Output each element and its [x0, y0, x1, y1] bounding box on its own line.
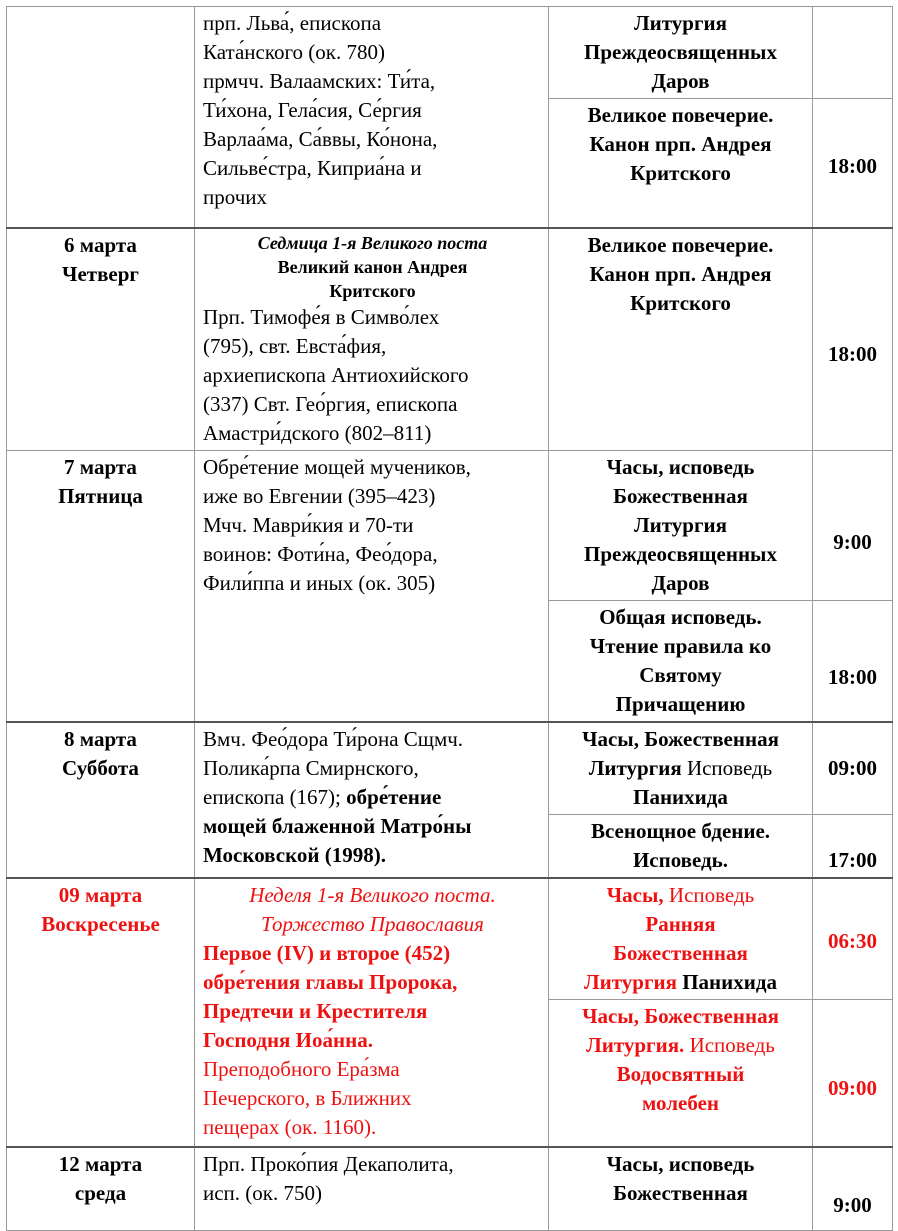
time-cell: 18:00: [813, 228, 893, 451]
service-cell: [549, 601, 813, 723]
feast-heading: Торжество Православия: [261, 912, 484, 936]
saint-bold-line: Первое (IV) и второе (452): [203, 941, 451, 965]
service-line: Часы, исповедь: [606, 455, 755, 479]
time-cell: 17:00: [813, 815, 893, 879]
date-label: 12 марта: [58, 1152, 143, 1176]
saint-line: [203, 783, 542, 812]
saint-line: Фили́ппа и иных (ок. 305): [203, 571, 436, 595]
service-cell: [549, 7, 813, 99]
schedule-row: [7, 228, 893, 451]
service-line: Водосвятный: [616, 1062, 745, 1086]
service-line: Канон прп. Андрея: [589, 262, 772, 286]
service-line: Критского: [630, 161, 731, 185]
time-cell: 9:00: [813, 451, 893, 601]
service-line: Преждеосвященных: [584, 40, 777, 64]
saint-line: Мчч. Маври́кия и 70-ти: [203, 513, 414, 537]
feast-subheading: Критского: [329, 281, 416, 301]
date-label: 7 марта: [64, 455, 137, 479]
service-cell: [549, 228, 813, 451]
saint-line: Обре́тение мощей мучеников,: [203, 455, 471, 479]
saint-line: иже во Евгении (395–423): [203, 484, 436, 508]
date-label: 8 марта: [64, 727, 137, 751]
time-cell: [813, 7, 893, 99]
service-line: Канон прп. Андрея: [589, 132, 772, 156]
service-line: Критского: [630, 291, 731, 315]
schedule-row: [7, 7, 893, 99]
saint-line: Вмч. Фео́дора Ти́рона Сщмч.: [203, 727, 464, 751]
service-cell: [549, 722, 813, 815]
date-cell: [7, 7, 195, 229]
saint-line: прп. Льва́, епископа: [203, 11, 382, 35]
feast-heading: Седмица 1-я Великого поста: [257, 233, 488, 253]
service-black-text: Панихида: [676, 970, 777, 994]
service-line: Чтение правила ко: [589, 634, 772, 658]
date-cell: [7, 878, 195, 1147]
date-cell: [7, 722, 195, 878]
saint-line: прмчч. Валаамских: Ти́та,: [203, 69, 436, 93]
service-line: [553, 1031, 808, 1060]
saints-cell: [195, 878, 549, 1147]
saint-line: Ката́нского (ок. 780): [203, 40, 385, 64]
time-cell: 9:00: [813, 1147, 893, 1231]
service-line: Божественная: [613, 1181, 748, 1205]
service-line: Даров: [651, 571, 710, 595]
saint-bold-line: обре́тения главы Пророка,: [203, 970, 458, 994]
service-normal-text: Исповедь: [684, 1033, 775, 1057]
service-normal-text: Исповедь: [663, 883, 755, 907]
saint-line: Ти́хона, Гела́сия, Се́ргия: [203, 98, 422, 122]
saints-cell: [195, 451, 549, 723]
saint-line: (337) Свт. Гео́ргия, епископа: [203, 392, 458, 416]
saint-line: Амастри́дского (802–811): [203, 421, 432, 445]
saint-line: Сильве́стра, Киприа́на и: [203, 156, 422, 180]
service-line: Великое повечерие.: [587, 103, 774, 127]
time-cell: 06:30: [813, 878, 893, 1000]
service-bold-text: Литургия: [588, 756, 682, 780]
saints-cell: [195, 722, 549, 878]
saint-bold-line: мощей блаженной Матро́ны: [203, 814, 472, 838]
saint-bold-text: обре́тение: [346, 785, 442, 809]
date-cell: [7, 1147, 195, 1231]
service-line: Ранняя: [645, 912, 716, 936]
time-cell: 09:00: [813, 1000, 893, 1148]
service-line: Литургия: [634, 513, 727, 537]
saint-line: Прп. Проко́пия Декаполита,: [203, 1152, 454, 1176]
service-line: Причащению: [615, 692, 746, 716]
service-line: Святому: [639, 663, 722, 687]
date-cell: [7, 228, 195, 451]
feast-subheading: Великий канон Андрея: [277, 257, 468, 277]
service-cell: [549, 451, 813, 601]
service-red-text: Литургия: [584, 970, 677, 994]
service-line: Часы, Божественная: [582, 727, 779, 751]
schedule-row: [7, 451, 893, 601]
service-cell: [549, 1147, 813, 1231]
service-line: Преждеосвященных: [584, 542, 777, 566]
schedule-row: [7, 722, 893, 815]
saint-line: воинов: Фоти́на, Фео́дора,: [203, 542, 438, 566]
service-line: Общая исповедь.: [599, 605, 762, 629]
saint-line: Варлаа́ма, Са́ввы, Ко́нона,: [203, 127, 438, 151]
time-cell: 18:00: [813, 99, 893, 229]
saint-bold-line: Господня Иоа́нна.: [203, 1028, 373, 1052]
service-bold-text: Литургия.: [586, 1033, 685, 1057]
saint-bold-line: Московской (1998).: [203, 843, 386, 867]
service-line: Божественная: [613, 484, 748, 508]
service-line: Божественная: [613, 941, 748, 965]
saint-line: архиепископа Антиохийского: [203, 363, 469, 387]
service-line: Всенощное бдение.: [590, 819, 771, 843]
service-line: [553, 881, 808, 910]
saint-line: Прп. Тимофе́я в Симво́лех: [203, 305, 440, 329]
weekday-label: Пятница: [58, 484, 143, 508]
service-cell: [549, 1000, 813, 1148]
service-line: [553, 754, 808, 783]
service-line: Часы, исповедь: [606, 1152, 755, 1176]
saint-line: Преподобного Ера́зма: [203, 1057, 400, 1081]
service-cell: [549, 878, 813, 1000]
weekday-label: Воскресенье: [41, 912, 160, 936]
saint-line: пещерах (ок. 1160).: [203, 1115, 377, 1139]
service-cell: [549, 815, 813, 879]
saint-line: прочих: [203, 185, 267, 209]
service-bold-text: Часы,: [606, 883, 664, 907]
saint-line: Печерского, в Ближних: [203, 1086, 412, 1110]
service-normal-text: Исповедь: [681, 756, 773, 780]
service-line: Исповедь.: [632, 848, 729, 872]
feast-heading: Неделя 1-я Великого поста.: [249, 883, 496, 907]
saint-line: исп. (ок. 750): [203, 1181, 322, 1205]
saints-cell: [195, 1147, 549, 1231]
time-cell: 18:00: [813, 601, 893, 723]
schedule-table: [6, 6, 893, 1231]
weekday-label: Четверг: [62, 262, 139, 286]
service-line: Великое повечерие.: [587, 233, 774, 257]
service-line: Часы, Божественная: [582, 1004, 779, 1028]
schedule-row: [7, 1147, 893, 1231]
service-cell: [549, 99, 813, 229]
date-cell: [7, 451, 195, 723]
saint-text: епископа (167);: [203, 785, 347, 809]
weekday-label: среда: [74, 1181, 127, 1205]
saint-line: Полика́рпа Смирнского,: [203, 756, 419, 780]
saint-bold-line: Предтечи и Крестителя: [203, 999, 428, 1023]
time-cell: 09:00: [813, 722, 893, 815]
service-line: [553, 968, 808, 997]
schedule-row: [7, 878, 893, 1000]
weekday-label: Суббота: [62, 756, 139, 780]
saints-cell: [195, 228, 549, 451]
saint-line: (795), свт. Евста́фия,: [203, 334, 387, 358]
date-label: 09 марта: [58, 883, 143, 907]
date-label: 6 марта: [64, 233, 137, 257]
service-line: Литургия: [634, 11, 727, 35]
service-line: молебен: [642, 1091, 719, 1115]
saints-cell: [195, 7, 549, 229]
service-line: Даров: [651, 69, 710, 93]
service-line: Панихида: [633, 785, 728, 809]
